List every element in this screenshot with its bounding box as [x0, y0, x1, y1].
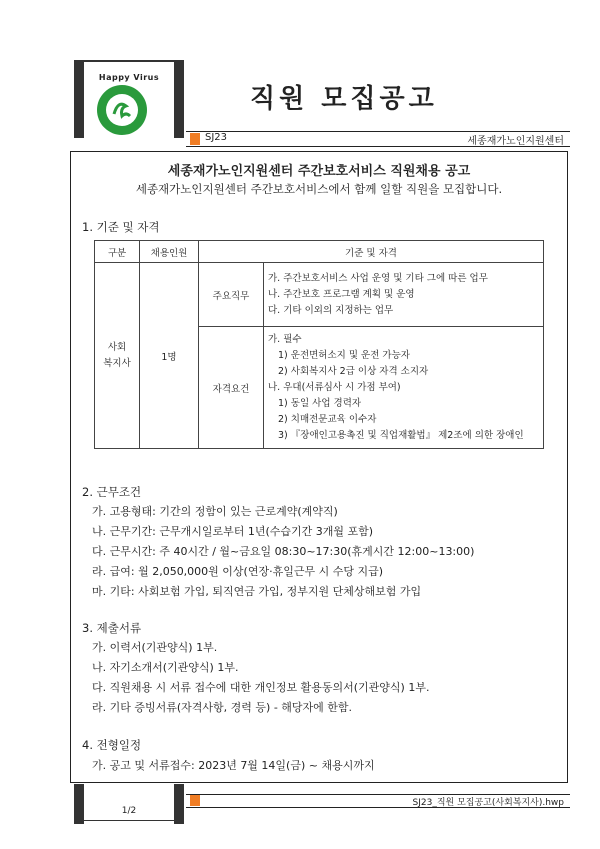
cell-duties [264, 263, 544, 327]
qual-line: 1) 운전면허소지 및 운전 가능자 [278, 349, 410, 361]
condition-item: 나. 근무기간: 근무개시일로부터 1년(수습기간 3개월 포함) [92, 525, 374, 538]
col-header-category: 구분 [95, 241, 140, 263]
qual-line: 가. 필수 [268, 333, 302, 345]
duty-line: 가. 주간보호서비스 사업 운영 및 기타 그에 따른 업무 [268, 272, 488, 284]
organization-logo [96, 84, 148, 136]
duty-line: 다. 기타 이외의 지정하는 업무 [268, 304, 394, 316]
logo-slogan: Happy Virus [98, 73, 160, 82]
page-number: 1/2 [121, 806, 137, 816]
doc-code: SJ23 [205, 132, 228, 143]
condition-item: 라. 급여: 월 2,050,000원 이상(연장·휴일근무 시 수당 지급) [92, 565, 384, 578]
section-3-title: 3. 제출서류 [82, 621, 142, 635]
footer-frame-right [174, 784, 184, 824]
footer-frame-bottom [84, 820, 174, 821]
notice-heading: 세종재가노인지원센터 주간보호서비스 직원채용 공고 [167, 164, 471, 179]
section-1-title: 1. 기준 및 자격 [82, 220, 160, 234]
logo-frame-right [174, 60, 184, 138]
condition-item: 마. 기타: 사회보험 가입, 퇴직연금 가입, 정부지원 단체상해보험 가입 [92, 585, 422, 598]
footer-frame-left [74, 784, 84, 824]
document-item: 라. 기타 증빙서류(자격사항, 경력 등) - 해당자에 한함. [92, 701, 353, 714]
cell-duty-label: 주요직무 [199, 263, 264, 327]
condition-item: 가. 고용형태: 기간의 정함이 있는 근로계약(계약직) [92, 505, 338, 518]
document-item: 다. 직원채용 시 서류 접수에 대한 개인정보 활용동의서(기관양식) 1부. [92, 681, 430, 694]
cell-qual-label: 자격요건 [199, 327, 264, 449]
schedule-item: 가. 공고 및 서류접수: 2023년 7월 14일(금) ~ 채용시까지 [92, 759, 375, 772]
cell-count: 1명 [140, 263, 199, 449]
logo-frame-top [84, 60, 174, 62]
footer-filename: SJ23_직원 모집공고(사회복지사).hwp [412, 798, 564, 808]
duty-line: 나. 주간보호 프로그램 계획 및 운영 [268, 288, 415, 300]
header-organization: 세종재가노인지원센터 [467, 136, 564, 147]
cell-category: 사회 복지사 [95, 263, 140, 449]
qual-line: 1) 동일 사업 경력자 [278, 397, 362, 409]
col-header-count: 채용인원 [140, 241, 199, 263]
document-item: 나. 자기소개서(기관양식) 1부. [92, 661, 239, 674]
footer-accent-square [190, 795, 200, 806]
section-4-title: 4. 전형일정 [82, 738, 142, 752]
section-2-title: 2. 근무조건 [82, 485, 142, 499]
criteria-table [94, 240, 544, 449]
header-accent-square [190, 133, 200, 145]
qual-line: 2) 사회복지사 2급 이상 자격 소지자 [278, 365, 429, 377]
cell-quals [264, 327, 544, 449]
qual-line: 3) 『장애인고용촉진 및 직업재활법』 제2조에 의한 장애인 [278, 429, 524, 441]
logo-frame-left [74, 60, 84, 138]
condition-item: 다. 근무시간: 주 40시간 / 월~금요일 08:30~17:30(휴게시간 12:00~13:00) [92, 545, 475, 558]
col-header-criteria: 기준 및 자격 [199, 241, 544, 263]
notice-intro: 세종재가노인지원센터 주간보호서비스에서 함께 일할 직원을 모집합니다. [135, 182, 503, 196]
qual-line: 나. 우대(서류심사 시 가점 부여) [268, 381, 401, 393]
page-title: 직원 모집공고 [250, 84, 438, 114]
document-item: 가. 이력서(기관양식) 1부. [92, 641, 218, 654]
qual-line: 2) 치매전문교육 이수자 [278, 413, 377, 425]
